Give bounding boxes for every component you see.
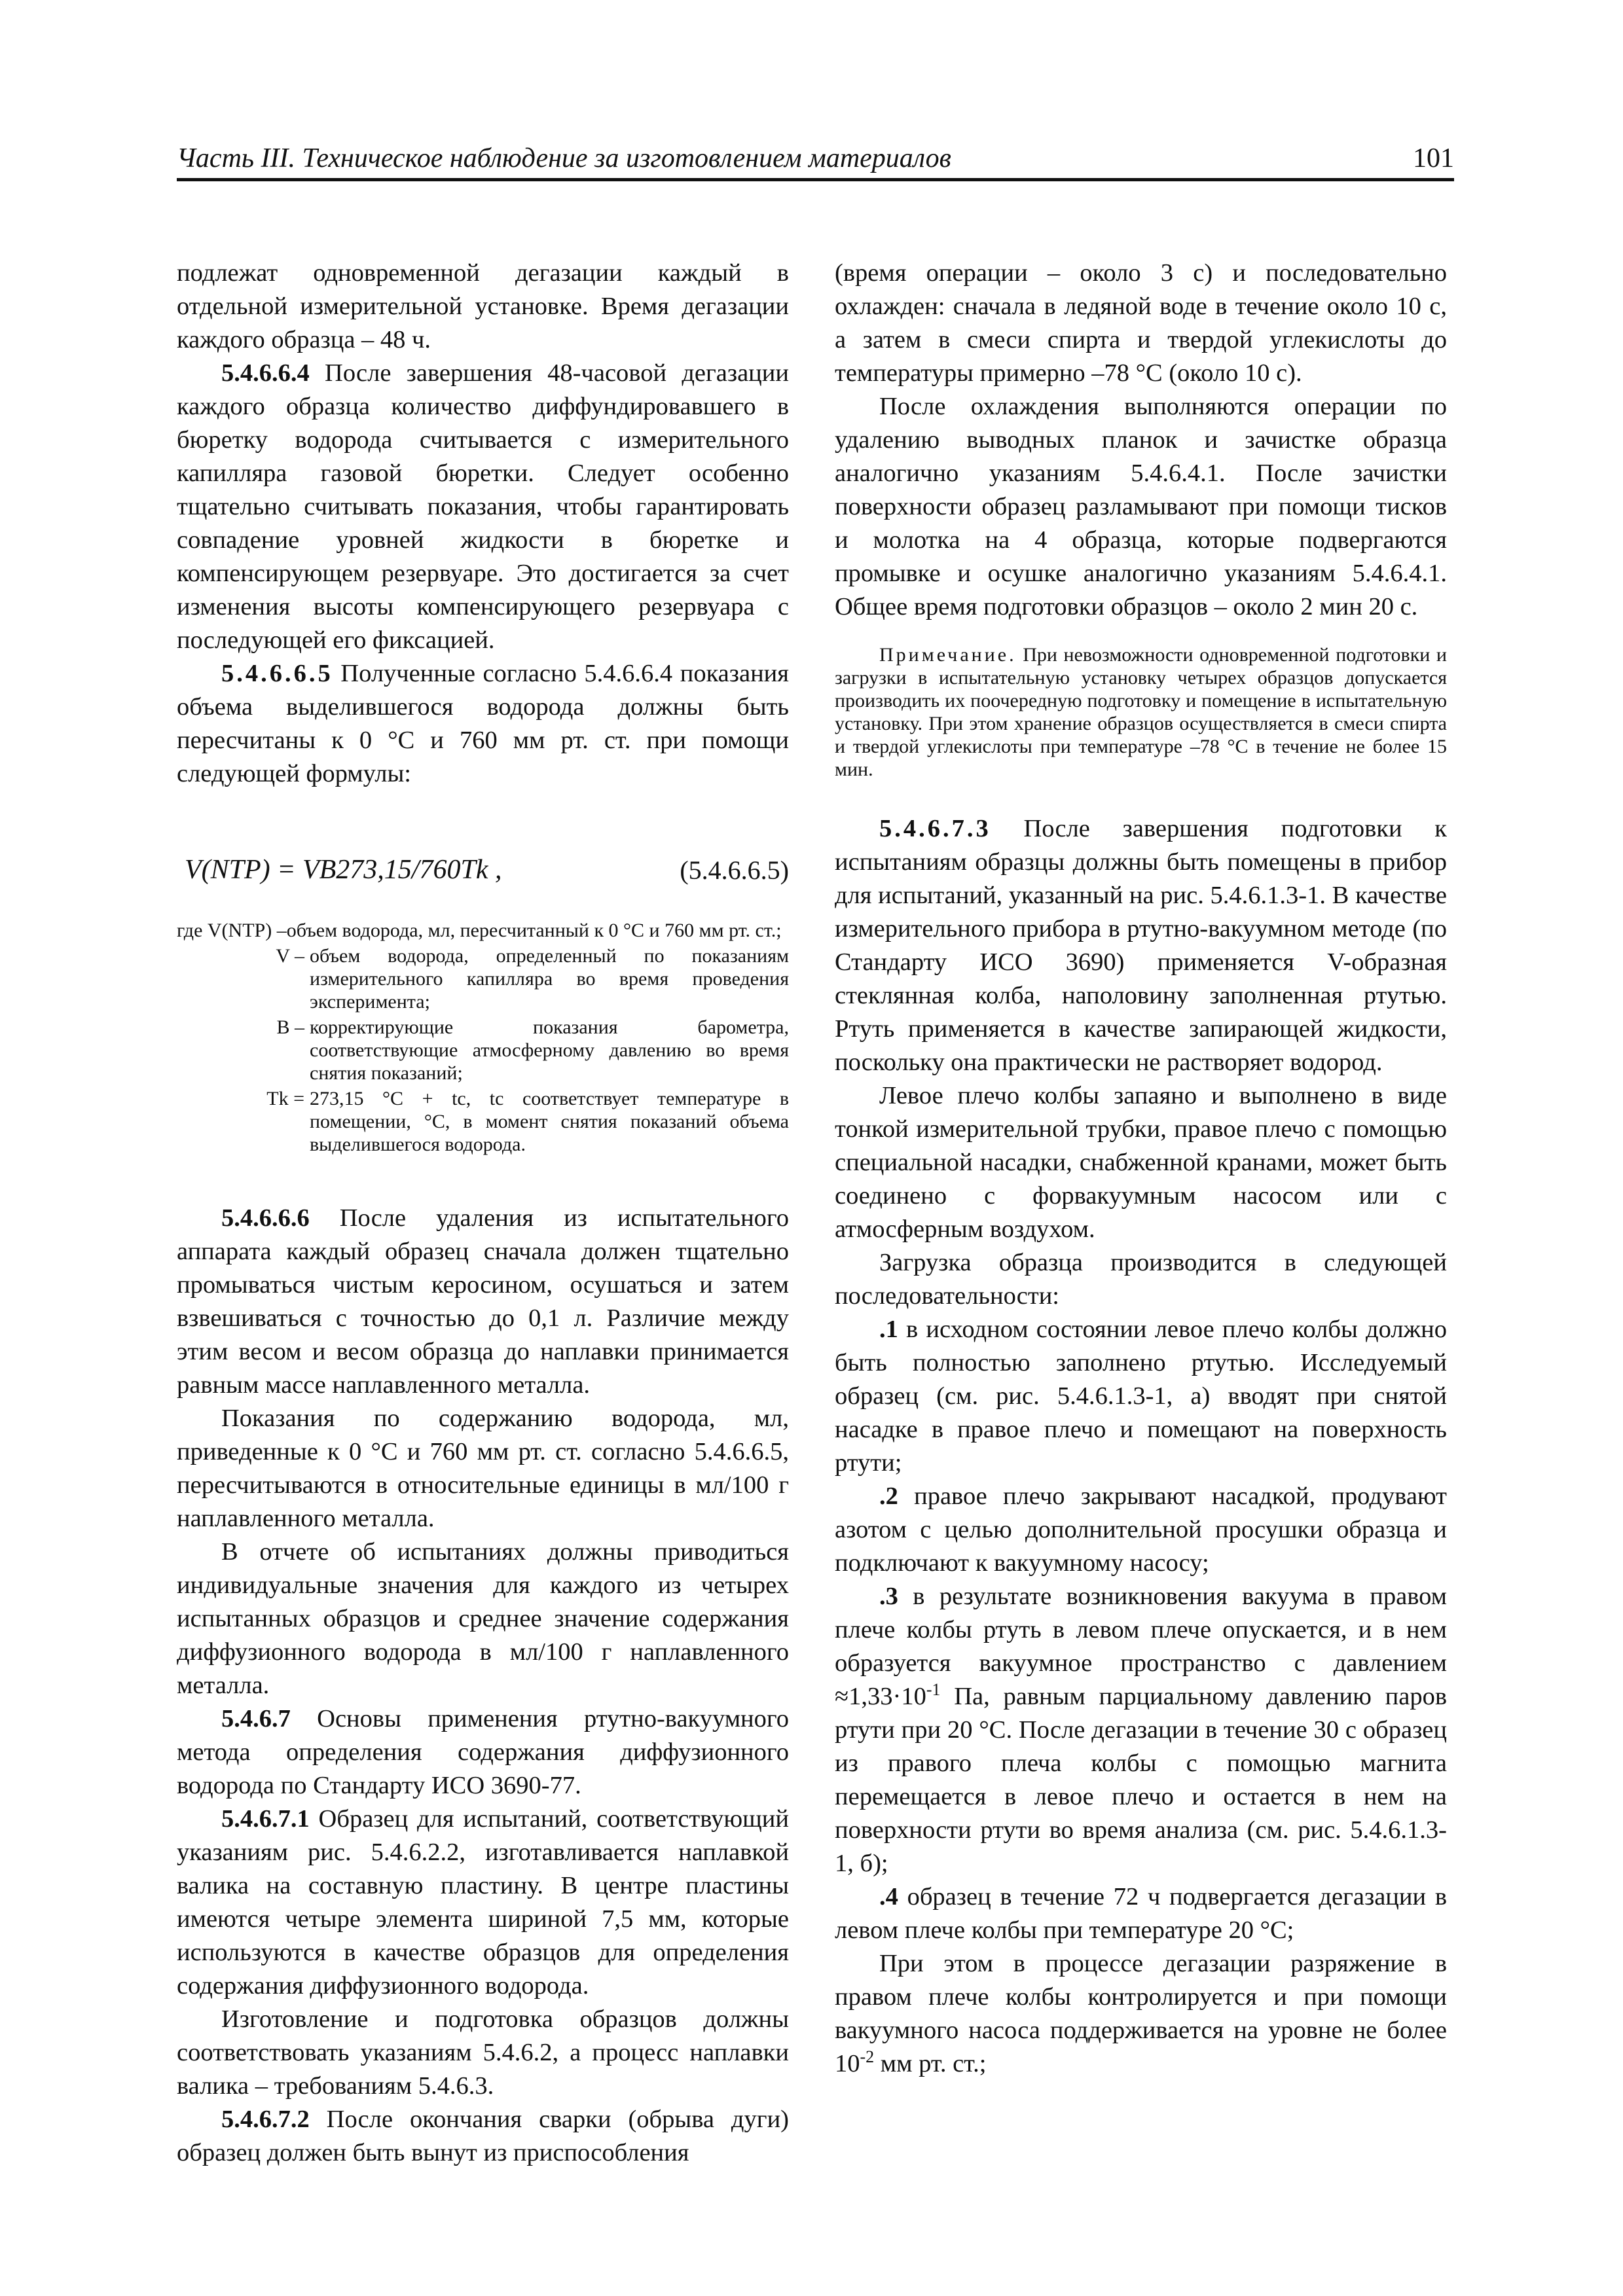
legend-symbol: V –: [276, 945, 304, 967]
list-item-4: [835, 1880, 1447, 1947]
clause-text: Основы применения ртутно-вакуумного метода определения содержания диффузионного водорода по Стандарту ИСО 3690-77.: [177, 1705, 789, 1799]
paragraph: Левое плечо колбы запаяно и выполнено в виде тонкой измерительной трубки, правое плечо с помощью специальной насадки, снабженной кранами, может быть соединено с форвакуумным насосом или с атмосферным воздухом.: [835, 1082, 1447, 1243]
clause-number: 5.4.6.6.6: [221, 1204, 310, 1232]
item-text: правое плечо закрывают насадкой, продувают азотом с целью дополнительной просушки образца и подключают к вакуумному насосу;: [835, 1482, 1447, 1577]
paragraph-text: При этом в процессе дегазации разряжение в правом плече колбы контролируется и при помощи вакуумного насоса поддерживается на уровне не более 10: [835, 1950, 1447, 2077]
legend-definition: 273,15 °C + tc, tc соответствует температуре в помещении, °C, в момент снятия показаний объема выделившегося водорода.: [310, 1088, 789, 1155]
clause-number: 5.4.6.6.5: [221, 660, 333, 687]
formula-legend: [177, 919, 789, 1156]
clause-number: 5.4.6.7.2: [221, 2106, 310, 2133]
item-number: .4: [879, 1883, 898, 1910]
paragraph-5-4-6-7-3: [835, 812, 1447, 1079]
note: [835, 643, 1447, 781]
legend-symbol: Tk =: [266, 1088, 304, 1109]
clause-number: 5.4.6.7.1: [221, 1805, 310, 1833]
clause-text: После удаления из испытательного аппарата каждый образец сначала должен тщательно промываться чистым керосином, осушаться и затем взвешиваться с точностью до 0,1 л. Различие между этим весом и весом образца до наплавки принимается равным массе наплавленного металла.: [177, 1204, 789, 1399]
list-item-1: [835, 1313, 1447, 1480]
superscript: -2: [860, 2047, 875, 2067]
clause-number: 5.4.6.6.4: [221, 359, 310, 387]
page-number: 101: [1413, 143, 1454, 173]
running-title: Часть III. Техническое наблюдение за изготовлением материалов: [177, 143, 951, 173]
item-number: .3: [879, 1583, 898, 1610]
paragraph: В отчете об испытаниях должны приводиться индивидуальные значения для каждого из четырех испытанных образцов и среднее значение содержания диффузионного водорода в мл/100 г наплавленного металла.: [177, 1538, 789, 1699]
paragraph-5-4-6-6-4: [177, 357, 789, 657]
paragraph-5-4-6-6-6: [177, 1202, 789, 1402]
paragraph-5-4-6-6-5: [177, 657, 789, 791]
page-header: [177, 139, 1454, 181]
paragraph: После охлаждения выполняются операции по удалению выводных планок и зачистке образца аналогично указаниям 5.4.6.4.1. После зачистки поверхности образец разламывают при помощи тисков и молотка на 4 образца, которые подвергаются промывке и осушке аналогично указаниям 5.4.6.4.1. Общее время подготовки образцов – около 2 мин 20 с.: [835, 393, 1447, 620]
legend-symbol: B –: [276, 1016, 304, 1038]
paragraph-5-4-6-7-2: [177, 2103, 789, 2170]
clause-number: 5.4.6.7: [221, 1705, 291, 1732]
item-number: .2: [879, 1482, 898, 1510]
legend-definition: объем водорода, определенный по показаниям измерительного капилляра во время проведения эксперимента;: [310, 945, 789, 1013]
note-text: При невозможности одновременной подготовки и загрузки в испытательную установку четырех образцов допускается производить их поочередную подготовку и помещение в испытательную установку. При этом хранение образцов осуществляется в смеси спирта и твердой углекислоты при температуре –78 °C в течение не более 15 мин.: [835, 644, 1447, 780]
item-text: Па, равным парциальному давлению паров ртути при 20 °C. После дегазации в течение 30 с образец из правого плеча колбы с помощью магнита перемещается в левое плечо и остается в нем на поверхности ртути во время анализа (см. рис. 5.4.6.1.3-1, б);: [835, 1683, 1447, 1877]
right-column: [835, 257, 1447, 2081]
clause-text: После завершения 48-часовой дегазации каждого образца количество диффундировавшего в бюретку водорода считывается с измерительного капилляра газовой бюретки. Следует особенно тщательно считывать показания, чтобы гарантировать совпадение уровней жидкости в бюретке и компенсирующем резервуаре. Это достигается за счет изменения высоты компенсирующего резервуара с последующей его фиксацией.: [177, 359, 789, 654]
item-number: .1: [879, 1316, 898, 1343]
item-text: в исходном состоянии левое плечо колбы должно быть полностью заполнено ртутью. Исследуемый образец (см. рис. 5.4.6.1.3-1, а) вводят при снятой насадке в правое плечо и помещают на поверхность ртути;: [835, 1316, 1447, 1477]
formula: [177, 853, 789, 893]
clause-text: Полученные согласно 5.4.6.6.4 показания объема выделившегося водорода должны быть пересчитаны к 0 °C и 760 мм рт. ст. при помощи следующей формулы:: [177, 660, 789, 787]
paragraph: Загрузка образца производится в следующей последовательности:: [835, 1249, 1447, 1310]
clause-text: Образец для испытаний, соответствующий указаниям рис. 5.4.6.2.2, изготавливается наплавкой валика на составную пластину. В центре пластины имеются четыре элемента шириной 7,5 мм, которые используются в качестве образцов для определения содержания диффузионного водорода.: [177, 1805, 789, 2000]
paragraph: подлежат одновременной дегазации каждый в отдельной измерительной установке. Время дегазации каждого образца – 48 ч.: [177, 259, 789, 353]
legend-line: [177, 1087, 789, 1156]
paragraph: [835, 1947, 1447, 2081]
clause-number: 5.4.6.7.3: [879, 815, 991, 842]
legend-definition: корректирующие показания барометра, соответствующие атмосферному давлению во время снятия показаний;: [310, 1016, 789, 1084]
item-text: в результате возникновения вакуума в правом плече колбы ртуть в левом плече опускается, и в нем образуется вакуумное пространство с давлением ≈1,33·10: [835, 1583, 1447, 1710]
paragraph-5-4-6-7: [177, 1702, 789, 1803]
paragraph: Показания по содержанию водорода, мл, приведенные к 0 °C и 760 мм рт. ст. согласно 5.4.6.6.5, пересчитываются в относительные единицы в мл/100 г наплавленного металла.: [177, 1405, 789, 1532]
paragraph-text: мм рт. ст.;: [874, 2050, 987, 2077]
legend-line: [177, 944, 789, 1013]
left-column: [177, 257, 789, 2170]
list-item-3: [835, 1580, 1447, 1880]
list-item-2: [835, 1480, 1447, 1580]
superscript: -1: [926, 1680, 941, 1700]
legend-line: [177, 919, 789, 942]
paragraph: Изготовление и подготовка образцов должны соответствовать указаниям 5.4.6.2, а процесс наплавки валика – требованиям 5.4.6.3.: [177, 2005, 789, 2100]
legend-definition: объем водорода, мл, пересчитанный к 0 °C и 760 мм рт. ст.;: [286, 920, 782, 941]
formula-number: (5.4.6.6.5): [680, 855, 789, 885]
note-label: Примечание.: [879, 644, 1017, 666]
item-text: образец в течение 72 ч подвергается дегазации в левом плече колбы при температуре 20 °C;: [835, 1883, 1447, 1944]
legend-line: [177, 1016, 789, 1085]
clause-text: После завершения подготовки к испытаниям образцы должны быть помещены в прибор для испытаний, указанный на рис. 5.4.6.1.3-1. В качестве измерительного прибора в ртутно-вакуумном методе (по Стандарту ИСО 3690) применяется V-образная стеклянная колба, наполовину заполненная ртутью. Ртуть применяется в качестве запирающей жидкости, поскольку она практически не растворяет водород.: [835, 815, 1447, 1076]
formula-expression: V(NTP) = VB273,15/760Tk ,: [185, 855, 502, 885]
legend-symbol: где V(NTP) –: [177, 920, 287, 941]
paragraph-5-4-6-7-1: [177, 1803, 789, 2003]
paragraph: (время операции – около 3 с) и последовательно охлажден: сначала в ледяной воде в течение около 10 с, а затем в смеси спирта и твердой углекислоты до температуры примерно –78 °C (около 10 с).: [835, 259, 1447, 387]
clause-text: После окончания сварки (обрыва дуги) образец должен быть вынут из приспособления: [177, 2106, 789, 2166]
